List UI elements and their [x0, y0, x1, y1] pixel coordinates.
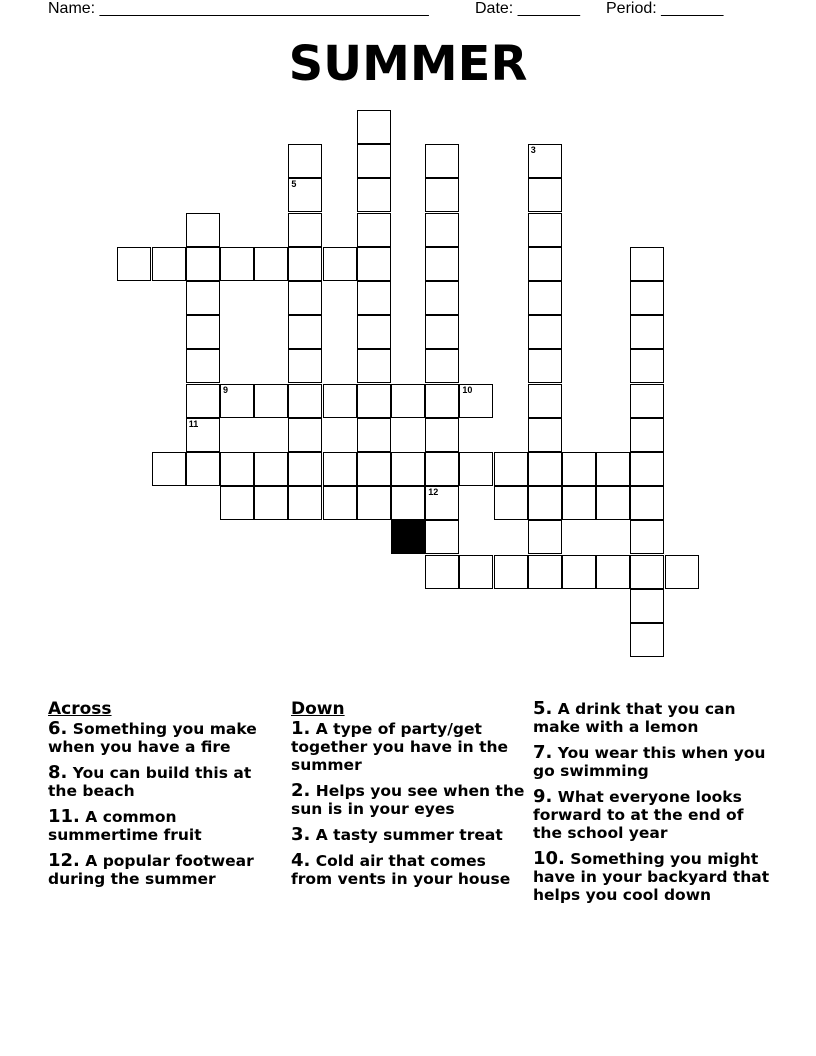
- crossword-cell[interactable]: [288, 486, 322, 520]
- crossword-cell[interactable]: [528, 486, 562, 520]
- clue: [291, 782, 527, 818]
- crossword-cell[interactable]: [288, 452, 322, 486]
- crossword-cell[interactable]: [357, 418, 391, 452]
- crossword-cell[interactable]: [186, 452, 220, 486]
- crossword-cell[interactable]: [562, 486, 596, 520]
- crossword-cell[interactable]: [425, 178, 459, 212]
- crossword-cell[interactable]: [528, 349, 562, 383]
- clue-text: Helps you see when the sun is in your eyes: [291, 782, 525, 818]
- clue-num: 1.: [291, 718, 311, 739]
- clue: [291, 720, 527, 774]
- crossword-cell[interactable]: [391, 486, 425, 520]
- crossword-cell[interactable]: [528, 384, 562, 418]
- crossword-cell[interactable]: [117, 247, 151, 281]
- crossword-cell[interactable]: [425, 349, 459, 383]
- crossword-cell[interactable]: [186, 247, 220, 281]
- clue-number: 10: [462, 384, 473, 395]
- crossword-cell[interactable]: [630, 589, 664, 623]
- crossword-cell[interactable]: [596, 486, 630, 520]
- crossword-cell[interactable]: [596, 452, 630, 486]
- crossword-cell[interactable]: [391, 384, 425, 418]
- down-list: [291, 720, 527, 888]
- crossword-cell[interactable]: [630, 486, 664, 520]
- clue-num: 9.: [533, 786, 553, 807]
- clue-text: A tasty summer treat: [315, 826, 503, 844]
- down-heading: Down: [291, 699, 345, 719]
- clue-text: A popular footwear during the summer: [48, 852, 254, 888]
- crossword-cell[interactable]: [528, 281, 562, 315]
- crossword-cell[interactable]: [630, 349, 664, 383]
- clue-number: 11: [188, 418, 199, 429]
- clue-num: 10.: [533, 848, 565, 869]
- crossword-cell[interactable]: [152, 452, 186, 486]
- clue-text: A common summertime fruit: [48, 808, 202, 844]
- crossword-cell[interactable]: [425, 384, 459, 418]
- crossword-cell[interactable]: [630, 384, 664, 418]
- clue: [48, 852, 280, 888]
- name-line[interactable]: _____________________________________: [99, 0, 429, 17]
- crossword-cell[interactable]: [288, 247, 322, 281]
- crossword-cell[interactable]: [425, 486, 459, 520]
- crossword-cell[interactable]: [288, 178, 322, 212]
- crossword-cell[interactable]: [630, 520, 664, 554]
- clue-text: Something you might have in your backyard that helps you cool down: [533, 850, 770, 904]
- crossword-cell[interactable]: [528, 144, 562, 178]
- crossword-cell[interactable]: [630, 281, 664, 315]
- crossword-cell[interactable]: [357, 452, 391, 486]
- crossword-cell[interactable]: [425, 555, 459, 589]
- crossword-cell[interactable]: [186, 213, 220, 247]
- crossword-cell[interactable]: [357, 315, 391, 349]
- crossword-cell[interactable]: [528, 520, 562, 554]
- crossword-cell[interactable]: [459, 452, 493, 486]
- crossword-cell[interactable]: [528, 247, 562, 281]
- crossword-cell[interactable]: [528, 315, 562, 349]
- crossword-cell[interactable]: [630, 452, 664, 486]
- clue: [291, 826, 527, 844]
- clue: [291, 852, 527, 888]
- clue-num: 4.: [291, 850, 311, 871]
- crossword-cell[interactable]: [220, 247, 254, 281]
- crossword-cell[interactable]: [630, 418, 664, 452]
- crossword-cell[interactable]: [288, 315, 322, 349]
- name-label: Name:: [48, 0, 96, 17]
- crossword-cell[interactable]: [288, 144, 322, 178]
- crossword-cell[interactable]: [288, 384, 322, 418]
- crossword-cell[interactable]: [220, 384, 254, 418]
- crossword-cell[interactable]: [220, 486, 254, 520]
- clue: [533, 700, 773, 736]
- clue-text: Cold air that comes from vents in your house: [291, 852, 511, 888]
- crossword-black-cell: [391, 520, 425, 554]
- crossword-cell[interactable]: [323, 247, 357, 281]
- date-label: Date:: [475, 0, 514, 17]
- crossword-cell[interactable]: [459, 384, 493, 418]
- crossword-cell[interactable]: [357, 110, 391, 144]
- crossword-cell[interactable]: [357, 349, 391, 383]
- clue-text: What everyone looks forward to at the end of the school year: [533, 788, 744, 842]
- clue-text: You can build this at the beach: [48, 764, 252, 800]
- clue: [533, 744, 773, 780]
- crossword-cell[interactable]: [186, 418, 220, 452]
- crossword-cell[interactable]: [425, 418, 459, 452]
- clue-text: Something you make when you have a fire: [48, 720, 257, 756]
- clue-num: 11.: [48, 806, 80, 827]
- crossword-cell[interactable]: [357, 144, 391, 178]
- crossword-cell[interactable]: [357, 247, 391, 281]
- crossword-cell[interactable]: [323, 452, 357, 486]
- crossword-cell[interactable]: [288, 213, 322, 247]
- clue-number: 5: [291, 179, 297, 190]
- crossword-cell[interactable]: [254, 384, 288, 418]
- crossword-cell[interactable]: [425, 247, 459, 281]
- crossword-cell[interactable]: [562, 555, 596, 589]
- page-title: SUMMER: [288, 36, 528, 92]
- crossword-cell[interactable]: [254, 486, 288, 520]
- crossword-cell[interactable]: [528, 452, 562, 486]
- crossword-cell[interactable]: [357, 213, 391, 247]
- crossword-cell[interactable]: [528, 418, 562, 452]
- crossword-cell[interactable]: [596, 555, 630, 589]
- clue-text: A type of party/get together you have in the summer: [291, 720, 509, 774]
- crossword-cell[interactable]: [562, 452, 596, 486]
- crossword-cell[interactable]: [323, 486, 357, 520]
- clue-num: 7.: [533, 742, 553, 763]
- crossword-cell[interactable]: [630, 623, 664, 657]
- clue-number: 3: [530, 145, 536, 156]
- clue-text: You wear this when you go swimming: [533, 744, 766, 780]
- crossword-cell[interactable]: [630, 247, 664, 281]
- crossword-cell[interactable]: [152, 247, 186, 281]
- crossword-cell[interactable]: [528, 178, 562, 212]
- clue-text: A drink that you can make with a lemon: [533, 700, 736, 736]
- clue: [48, 808, 280, 844]
- clue: [48, 720, 280, 756]
- clue: [533, 850, 773, 904]
- crossword-cell[interactable]: [494, 452, 528, 486]
- crossword-cell[interactable]: [254, 452, 288, 486]
- down-clues-continued: [533, 700, 773, 912]
- crossword-cell[interactable]: [665, 555, 699, 589]
- crossword-cell[interactable]: [288, 349, 322, 383]
- crossword-cell[interactable]: [288, 281, 322, 315]
- crossword-cell[interactable]: [357, 281, 391, 315]
- crossword-cell[interactable]: [186, 349, 220, 383]
- crossword-cell[interactable]: [528, 213, 562, 247]
- clue-num: 2.: [291, 780, 311, 801]
- crossword-cell[interactable]: [425, 452, 459, 486]
- across-clues: [48, 700, 280, 896]
- clue: [48, 764, 280, 800]
- clue-num: 6.: [48, 718, 68, 739]
- clue-num: 12.: [48, 850, 80, 871]
- down-clues: [291, 700, 527, 896]
- crossword-cell[interactable]: [323, 384, 357, 418]
- crossword-cell[interactable]: [425, 520, 459, 554]
- crossword-cell[interactable]: [528, 555, 562, 589]
- crossword-cell[interactable]: [494, 555, 528, 589]
- crossword-cell[interactable]: [630, 315, 664, 349]
- crossword-cell[interactable]: [425, 281, 459, 315]
- period-label: Period:: [606, 0, 657, 17]
- across-heading: Across: [48, 699, 112, 719]
- clue-num: 3.: [291, 824, 311, 845]
- crossword-cell[interactable]: [630, 555, 664, 589]
- crossword-cell[interactable]: [494, 486, 528, 520]
- crossword-cell[interactable]: [425, 144, 459, 178]
- date-line[interactable]: _______: [517, 0, 580, 17]
- clue-num: 8.: [48, 762, 68, 783]
- crossword-cell[interactable]: [254, 247, 288, 281]
- crossword-cell[interactable]: [186, 315, 220, 349]
- crossword-cell[interactable]: [186, 281, 220, 315]
- crossword-cell[interactable]: [425, 315, 459, 349]
- across-list: [48, 720, 280, 888]
- clue: [533, 788, 773, 842]
- period-line[interactable]: _______: [661, 0, 724, 17]
- clue-number: 12: [428, 487, 439, 498]
- crossword-cell[interactable]: [425, 213, 459, 247]
- crossword-cell[interactable]: [357, 178, 391, 212]
- crossword-cell[interactable]: [220, 452, 254, 486]
- crossword-cell[interactable]: [459, 555, 493, 589]
- crossword-cell[interactable]: [288, 418, 322, 452]
- crossword-cell[interactable]: [357, 384, 391, 418]
- clue-number: 9: [223, 384, 229, 395]
- crossword-cell[interactable]: [391, 452, 425, 486]
- crossword-cell[interactable]: [357, 486, 391, 520]
- clue-num: 5.: [533, 698, 553, 719]
- crossword-cell[interactable]: [186, 384, 220, 418]
- down-list-continued: [533, 700, 773, 904]
